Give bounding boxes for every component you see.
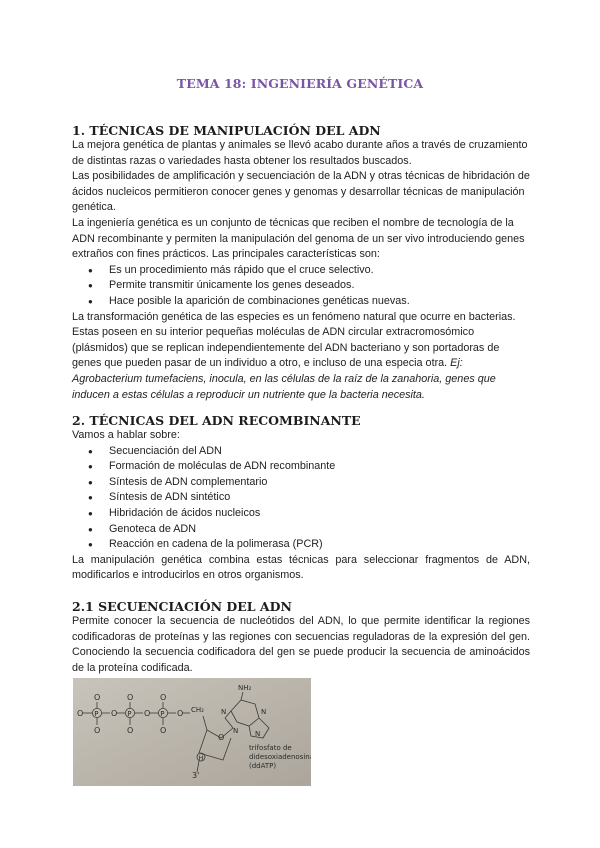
section-1-heading: 1. TÉCNICAS DE MANIPULACIÓN DEL ADN: [72, 123, 381, 138]
nitrogen-label: N: [233, 727, 239, 735]
oxygen-label: O: [177, 709, 184, 718]
figure-caption-line: (ddATP): [249, 762, 277, 770]
oxygen-label: O: [77, 709, 84, 718]
figure-caption-line: trifosfato de: [249, 744, 292, 752]
oxygen-label: O: [127, 693, 134, 702]
phosphorus-label: P: [94, 710, 99, 718]
section-1-paragraph-4: [72, 310, 530, 404]
section-2-1-body: [72, 614, 530, 676]
section-2-outro: La manipulación genética combina estas técnicas para seleccionar fragmentos de ADN, modificarlos e introducirlos en otros organismos.: [72, 553, 530, 582]
oxygen-label: O: [94, 726, 101, 735]
list-item: ● Hibridación de ácidos nucleicos: [72, 506, 530, 522]
paragraph-4-text: La transformación genética de las especies es un fenómeno natural que ocurre en bacterias. Estas poseen en su interior pequeñas moléculas de ADN circular extracromosómico (plásmidos) que se replican independientemente del ADN bacteriano y son portadoras de genes que pueden pasar de un individuo a otro, e incluso de una especia otra.: [72, 310, 516, 370]
oxygen-label: O: [218, 733, 225, 742]
list-item: ● Reacción en cadena de la polimerasa (PCR): [72, 537, 530, 553]
list-item: ● Genoteca de ADN: [72, 522, 530, 538]
example-italic-text: Ej: Agrobacterium tumefaciens, inocula, en las células de la raíz de la zanahoria, genes que inducen a estas células a reproducir un nutriente que la bacteria necesita.: [72, 357, 496, 401]
section-2-heading: 2. TÉCNICAS DEL ADN RECOMBINANTE: [72, 413, 361, 428]
section-1-paragraph-3: La ingeniería genética es un conjunto de técnicas que reciben el nombre de tecnología de la ADN recombinante y permiten la manipulación del genoma de un ser vivo introduciendo genes extraños con fines prácticos. Las principales características son:: [72, 216, 525, 261]
oxygen-label: O: [127, 726, 134, 735]
oxygen-label: O: [160, 693, 167, 702]
nitrogen-label: N: [221, 708, 227, 716]
oxygen-label: O: [111, 709, 118, 718]
section-2-bullet-list: [72, 444, 530, 553]
list-item: ● Es un procedimiento más rápido que el cruce selectivo.: [72, 263, 530, 279]
section-2-body: [72, 428, 530, 584]
hydrogen-label: H: [198, 754, 204, 762]
section-2-intro: Vamos a hablar sobre:: [72, 429, 180, 441]
list-item: ● Formación de moléculas de ADN recombinante: [72, 459, 530, 475]
list-item: ● Síntesis de ADN complementario: [72, 475, 530, 491]
phosphorus-label: P: [127, 710, 132, 718]
amino-label: NH₂: [238, 684, 252, 692]
section-1-bullet-list: [72, 263, 530, 310]
oxygen-label: O: [160, 726, 167, 735]
nitrogen-label: N: [255, 730, 261, 738]
list-item: ● Secuenciación del ADN: [72, 444, 530, 460]
section-2-1-paragraph: Permite conocer la secuencia de nucleótidos del ADN, lo que permite identificar la regiones codificadoras de proteínas y las regiones con secuencias reguladoras de la expresión del gen. Conociendo la secuencia codificadora del gen se puede producir la secuencia de aminoácidos de la proteína codificada.: [72, 615, 530, 674]
figure-caption-line: didesoxiadenosina: [249, 753, 311, 761]
ch2-label: CH₂: [191, 706, 204, 714]
phosphorus-label: P: [160, 710, 165, 718]
section-1-body: [72, 138, 530, 403]
oxygen-label: O: [94, 693, 101, 702]
list-item: ● Hace posible la aparición de combinaciones genéticas nuevas.: [72, 294, 530, 310]
list-item: ● Permite transmitir únicamente los genes deseados.: [72, 278, 530, 294]
nitrogen-label: N: [261, 708, 267, 716]
section-2-1-heading: 2.1 SECUENCIACIÓN DEL ADN: [72, 599, 292, 614]
three-prime-label: 3': [192, 771, 200, 780]
page-title: TEMA 18: INGENIERÍA GENÉTICA: [176, 76, 424, 91]
section-1-paragraph-2: Las posibilidades de amplificación y secuenciación de la ADN y otras técnicas de hibridación de ácidos nucleicos permitieron conocer genes y genomas y desarrollar técnicas de manipulación genética.: [72, 170, 530, 214]
ddatp-structure-diagram: [73, 678, 311, 786]
section-1-paragraph-1: La mejora genética de plantas y animales se llevó acabo durante años a través de cruzamiento de distintas razas o variedades hasta obtener los resultados buscados.: [72, 139, 528, 167]
ddatp-structure-figure: [73, 678, 311, 786]
list-item: ● Síntesis de ADN sintético: [72, 490, 530, 506]
oxygen-label: O: [144, 709, 151, 718]
